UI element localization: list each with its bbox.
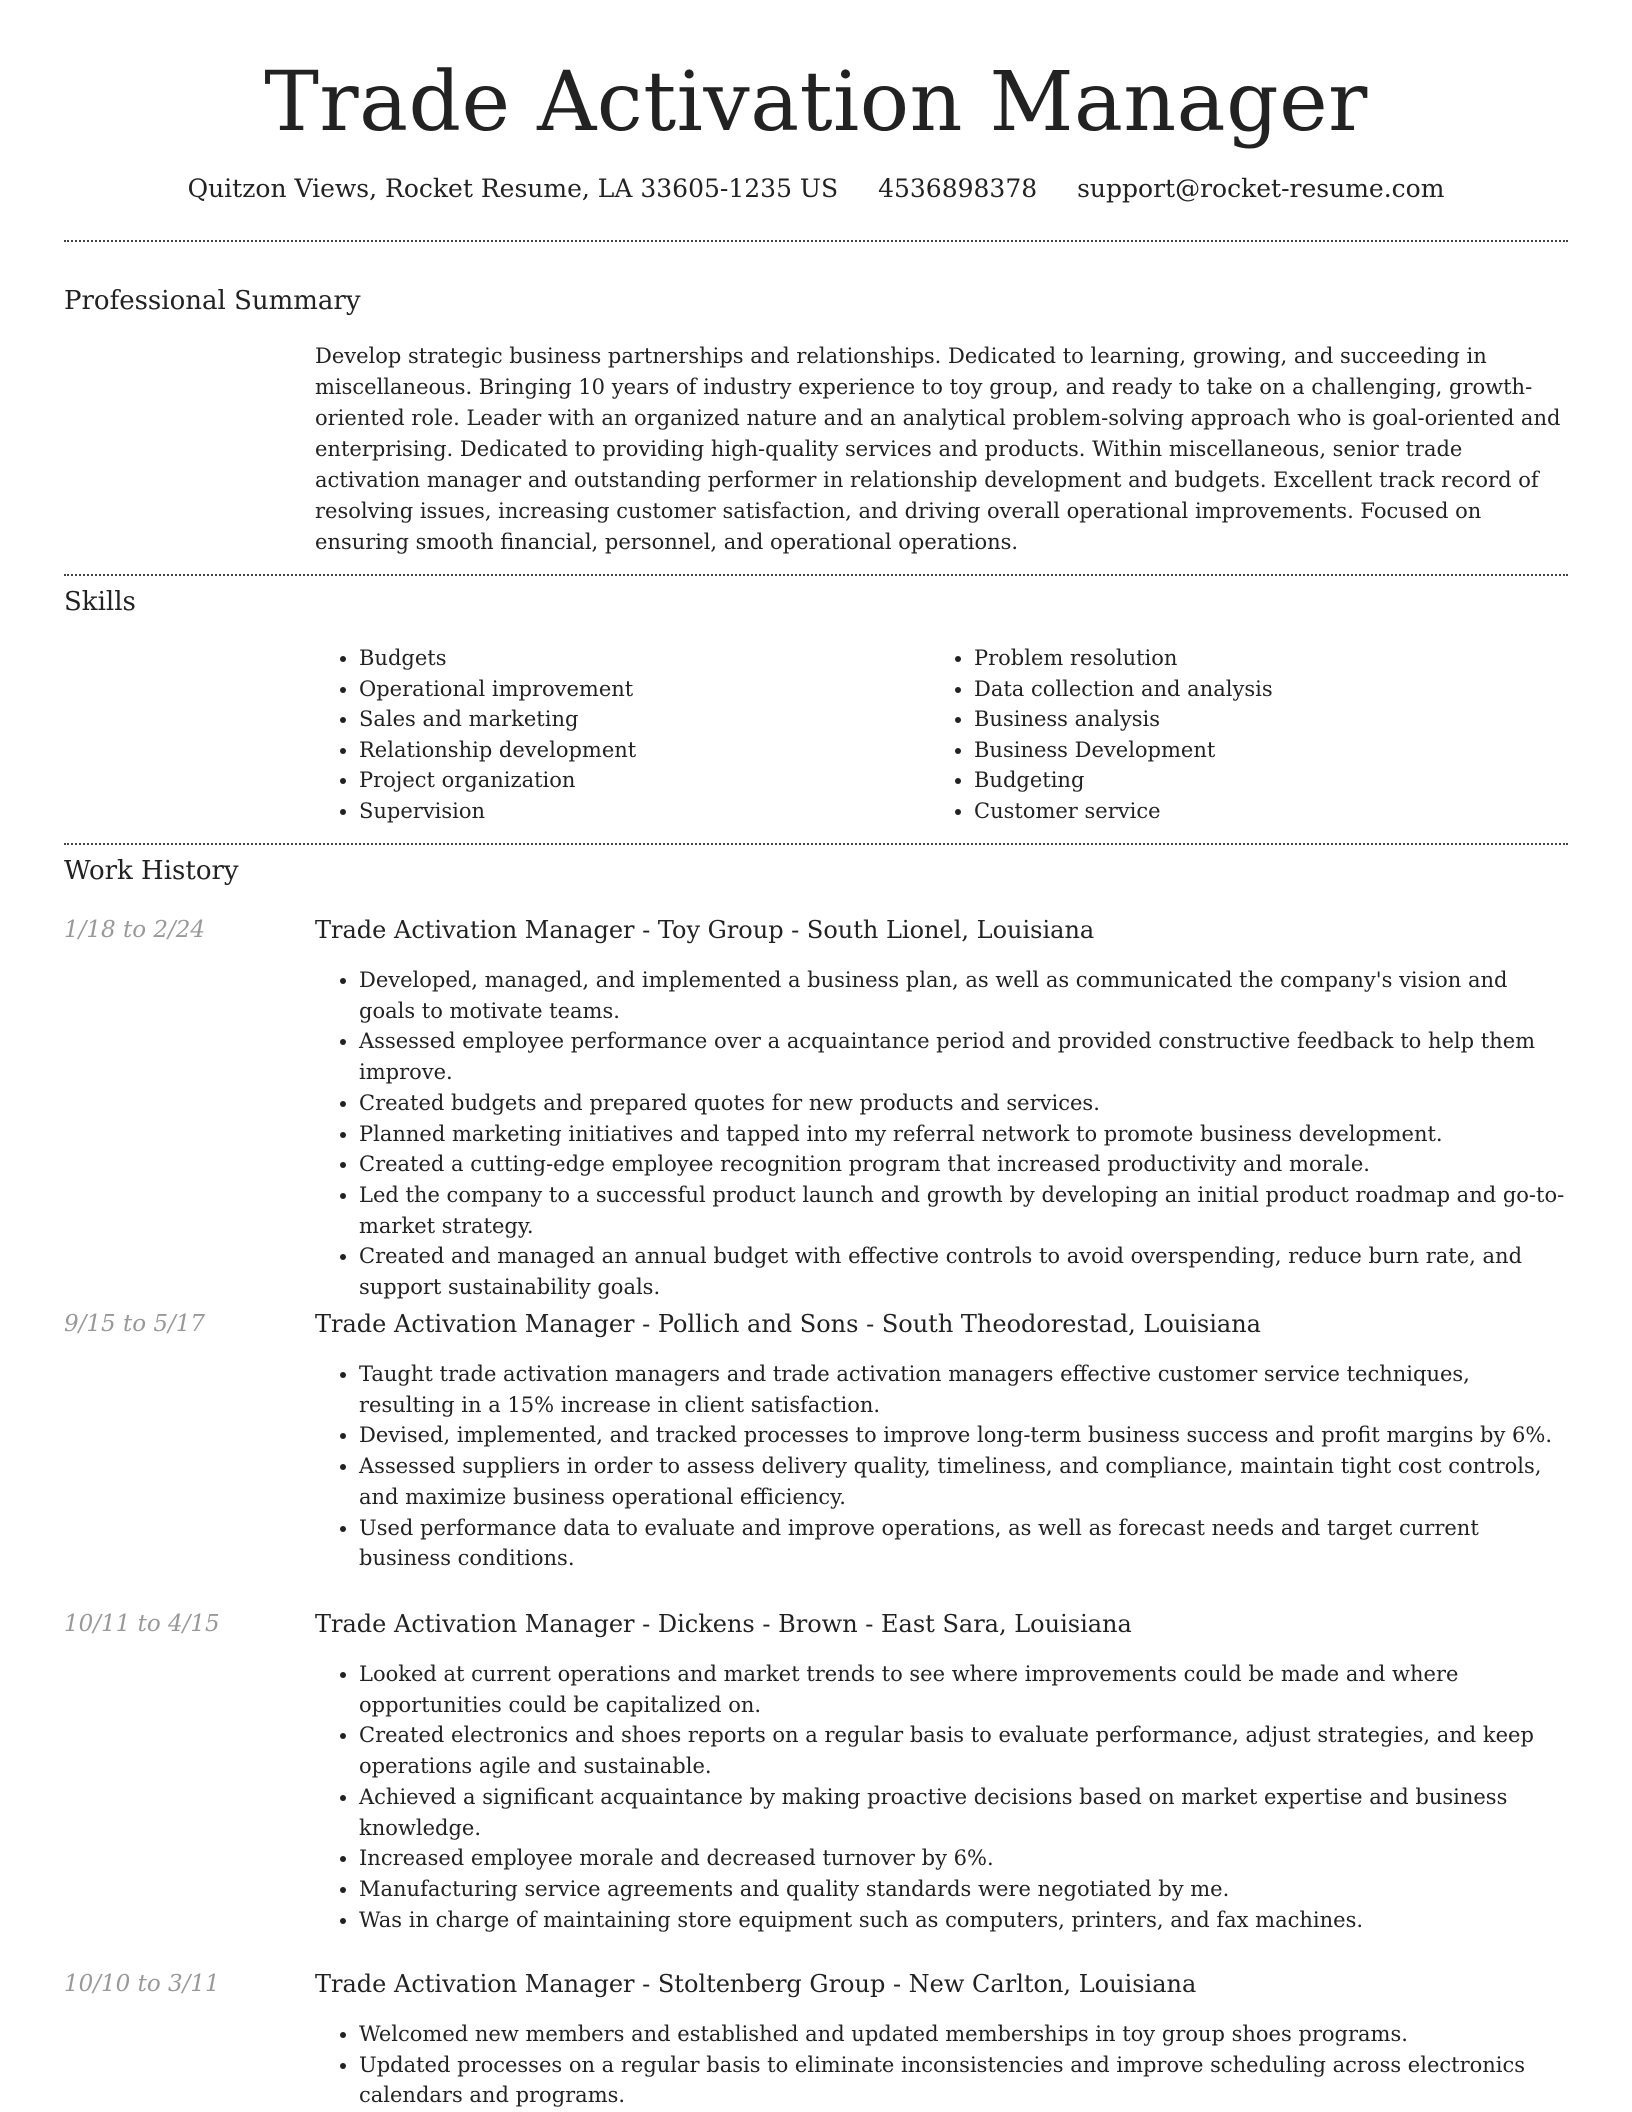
resume-name: Trade Activation Manager [264, 55, 1368, 150]
skill-item: • Project organization [359, 765, 929, 796]
skill-item: • Sales and marketing [359, 704, 929, 735]
job-bullet: • Developed, managed, and implemented a business plan, as well as communicated the company's vision and goals to motivate teams. [359, 965, 1568, 1026]
skill-item: • Budgets [359, 643, 929, 674]
job-bullets [315, 965, 1568, 1303]
job-bullet: • Created budgets and prepared quotes for new products and services. [359, 1088, 1568, 1119]
job-bullet: • Achieved a significant acquaintance by making proactive decisions based on market expertise and business knowledge. [359, 1782, 1568, 1843]
skill-item: • Data collection and analysis [974, 674, 1564, 705]
job-title: Trade Activation Manager - Toy Group - South Lionel, Louisiana [315, 916, 1095, 944]
divider [64, 240, 1568, 242]
job-bullet: • Increased employee morale and decreased turnover by 6%. [359, 1843, 1568, 1874]
skill-item: • Operational improvement [359, 674, 929, 705]
job-bullet: • Updated processes on a regular basis to eliminate inconsistencies and improve scheduling across electronics calendars and programs. [359, 2050, 1568, 2111]
skill-item: • Customer service [974, 796, 1564, 827]
job-title: Trade Activation Manager - Stoltenberg Group - New Carlton, Louisiana [315, 1970, 1197, 1998]
skill-item: • Problem resolution [974, 643, 1564, 674]
job-bullet: • Manufacturing service agreements and quality standards were negotiated by me. [359, 1874, 1568, 1905]
skill-item: • Budgeting [974, 765, 1564, 796]
job-dates: 10/11 to 4/15 [64, 1611, 220, 1637]
job-dates: 10/10 to 3/11 [64, 1971, 220, 1997]
job-bullet: • Devised, implemented, and tracked processes to improve long-term business success and profit margins by 6%. [359, 1420, 1568, 1451]
job-bullet: • Used performance data to evaluate and improve operations, as well as forecast needs and target current business conditions. [359, 1513, 1568, 1574]
contact-line [0, 170, 1632, 208]
skill-item: • Supervision [359, 796, 929, 827]
work-history-section-title: Work History [64, 856, 239, 886]
divider [64, 843, 1568, 845]
job-bullet: • Planned marketing initiatives and tapped into my referral network to promote business development. [359, 1119, 1568, 1150]
contact-phone: 4536898378 [878, 174, 1038, 203]
job-title: Trade Activation Manager - Pollich and Sons - South Theodorestad, Louisiana [315, 1310, 1261, 1338]
skill-item: • Business analysis [974, 704, 1564, 735]
job-bullets [315, 1359, 1568, 1574]
summary-section-title: Professional Summary [64, 286, 361, 316]
skills-list-left [315, 643, 929, 826]
skill-item: • Relationship development [359, 735, 929, 766]
contact-address: Quitzon Views, Rocket Resume, LA 33605-1235 US [187, 174, 839, 203]
job-bullet: • Welcomed new members and established and updated memberships in toy group shoes programs. [359, 2019, 1568, 2050]
divider [64, 574, 1568, 576]
skills-list-right [930, 643, 1564, 826]
job-dates: 9/15 to 5/17 [64, 1311, 206, 1337]
job-bullet: • Created electronics and shoes reports on a regular basis to evaluate performance, adjust strategies, and keep operations agile and sustainable. [359, 1720, 1568, 1781]
job-bullet: • Created a cutting-edge employee recognition program that increased productivity and morale. [359, 1149, 1568, 1180]
job-bullet: • Taught trade activation managers and trade activation managers effective customer service techniques, resulting in a 15% increase in client satisfaction. [359, 1359, 1568, 1420]
job-bullet: • Looked at current operations and market trends to see where improvements could be made and where opportunities could be capitalized on. [359, 1659, 1568, 1720]
job-bullets [315, 1659, 1568, 1935]
contact-email: support@rocket-resume.com [1077, 174, 1445, 203]
job-bullet: • Assessed suppliers in order to assess delivery quality, timeliness, and compliance, maintain tight cost controls, and maximize business operational efficiency. [359, 1451, 1568, 1512]
summary-text: Develop strategic business partnerships and relationships. Dedicated to learning, growing, and succeeding in miscellaneous. Bringing 10 years of industry experience to toy group, and ready to take on a challenging, growth-oriented role. Leader with an organized nature and an analytical problem-solving approach who is goal-oriented and enterprising. Dedicated to providing high-quality services and products. Within miscellaneous, senior trade activation manager and outstanding performer in relationship development and budgets. Excellent track record of resolving issues, increasing customer satisfaction, and driving overall operational improvements. Focused on ensuring smooth financial, personnel, and operational operations. [315, 344, 1561, 554]
skills-section-title: Skills [64, 587, 136, 617]
job-bullet: • Was in charge of maintaining store equipment such as computers, printers, and fax machines. [359, 1905, 1568, 1936]
job-title: Trade Activation Manager - Dickens - Brown - East Sara, Louisiana [315, 1610, 1132, 1638]
job-bullet: • Created and managed an annual budget with effective controls to avoid overspending, reduce burn rate, and support sustainability goals. [359, 1241, 1568, 1302]
job-bullet: • Led the company to a successful product launch and growth by developing an initial product roadmap and go-to-market strategy. [359, 1180, 1568, 1241]
job-dates: 1/18 to 2/24 [64, 917, 206, 943]
job-bullets [315, 2019, 1568, 2111]
skill-item: • Business Development [974, 735, 1564, 766]
job-bullet: • Assessed employee performance over a acquaintance period and provided constructive feedback to help them improve. [359, 1026, 1568, 1087]
